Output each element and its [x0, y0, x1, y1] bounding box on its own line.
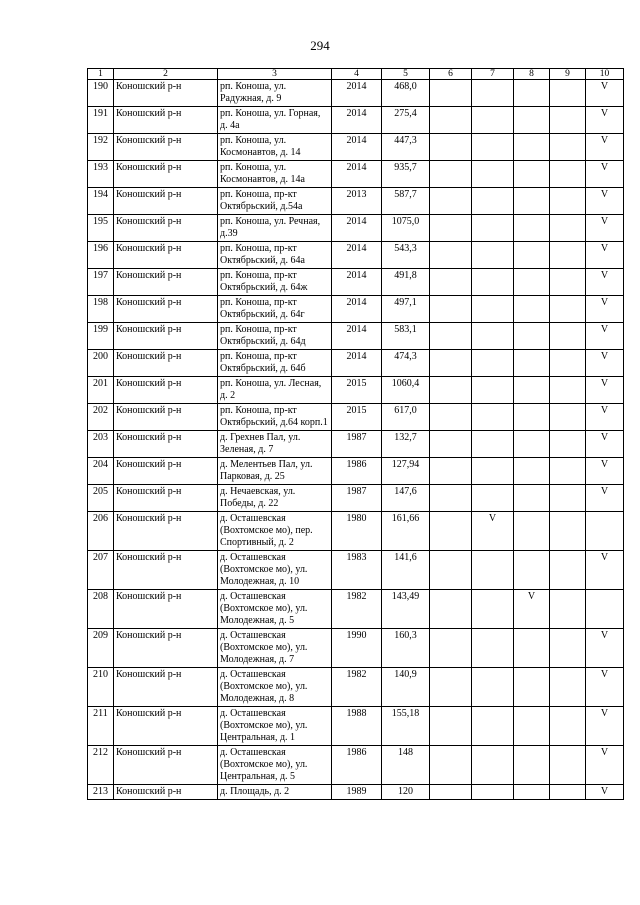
column-9-mark: [550, 269, 586, 296]
area-cell: 141,6: [382, 551, 430, 590]
column-header: 7: [472, 69, 514, 80]
column-10-mark: V: [586, 161, 624, 188]
district-cell: Коношский р-н: [114, 629, 218, 668]
column-10-mark: V: [586, 785, 624, 800]
column-6-mark: [430, 188, 472, 215]
column-9-mark: [550, 323, 586, 350]
table-row: [88, 296, 624, 323]
column-9-mark: [550, 629, 586, 668]
column-6-mark: [430, 512, 472, 551]
table-row: [88, 350, 624, 377]
column-7-mark: [472, 746, 514, 785]
column-8-mark: [514, 458, 550, 485]
area-cell: 1075,0: [382, 215, 430, 242]
year-cell: 2014: [332, 134, 382, 161]
address-cell: д. Осташевская (Вохтомское мо), ул. Центральная, д. 5: [218, 746, 332, 785]
table-row: [88, 668, 624, 707]
district-cell: Коношский р-н: [114, 80, 218, 107]
housing-registry-table: [87, 68, 624, 800]
district-cell: Коношский р-н: [114, 134, 218, 161]
column-7-mark: [472, 377, 514, 404]
column-6-mark: [430, 707, 472, 746]
row-number: 195: [88, 215, 114, 242]
column-7-mark: [472, 551, 514, 590]
column-10-mark: V: [586, 269, 624, 296]
column-9-mark: [550, 350, 586, 377]
column-6-mark: [430, 485, 472, 512]
column-10-mark: V: [586, 134, 624, 161]
column-9-mark: [550, 668, 586, 707]
year-cell: 2014: [332, 161, 382, 188]
area-cell: 140,9: [382, 668, 430, 707]
column-8-mark: [514, 668, 550, 707]
column-9-mark: [550, 377, 586, 404]
column-8-mark: [514, 512, 550, 551]
year-cell: 1982: [332, 590, 382, 629]
row-number: 200: [88, 350, 114, 377]
column-6-mark: [430, 746, 472, 785]
area-cell: 583,1: [382, 323, 430, 350]
district-cell: Коношский р-н: [114, 785, 218, 800]
year-cell: 2014: [332, 296, 382, 323]
column-9-mark: [550, 431, 586, 458]
area-cell: 120: [382, 785, 430, 800]
address-cell: рп. Коноша, ул. Радужная, д. 9: [218, 80, 332, 107]
table-row: [88, 551, 624, 590]
column-6-mark: [430, 431, 472, 458]
row-number: 206: [88, 512, 114, 551]
column-10-mark: V: [586, 377, 624, 404]
column-8-mark: [514, 242, 550, 269]
column-7-mark: [472, 80, 514, 107]
table-row: [88, 458, 624, 485]
column-10-mark: V: [586, 431, 624, 458]
row-number: 205: [88, 485, 114, 512]
column-header: 4: [332, 69, 382, 80]
row-number: 204: [88, 458, 114, 485]
row-number: 196: [88, 242, 114, 269]
column-9-mark: [550, 296, 586, 323]
column-8-mark: V: [514, 590, 550, 629]
address-cell: д. Осташевская (Вохтомское мо), ул. Молодежная, д. 5: [218, 590, 332, 629]
column-7-mark: [472, 350, 514, 377]
column-7-mark: [472, 590, 514, 629]
address-cell: д. Грехнев Пал, ул. Зеленая, д. 7: [218, 431, 332, 458]
row-number: 201: [88, 377, 114, 404]
column-7-mark: [472, 485, 514, 512]
table-row: [88, 785, 624, 800]
area-cell: 143,49: [382, 590, 430, 629]
column-header: 10: [586, 69, 624, 80]
table-row: [88, 107, 624, 134]
address-cell: рп. Коноша, пр-кт Октябрьский, д. 64д: [218, 323, 332, 350]
table-row: [88, 512, 624, 551]
column-6-mark: [430, 323, 472, 350]
year-cell: 2014: [332, 323, 382, 350]
district-cell: Коношский р-н: [114, 746, 218, 785]
district-cell: Коношский р-н: [114, 431, 218, 458]
column-9-mark: [550, 590, 586, 629]
address-cell: д. Мелентьев Пал, ул. Парковая, д. 25: [218, 458, 332, 485]
year-cell: 2014: [332, 269, 382, 296]
row-number: 197: [88, 269, 114, 296]
district-cell: Коношский р-н: [114, 350, 218, 377]
column-8-mark: [514, 377, 550, 404]
area-cell: 148: [382, 746, 430, 785]
column-7-mark: [472, 323, 514, 350]
column-header: 2: [114, 69, 218, 80]
table-row: [88, 134, 624, 161]
year-cell: 2014: [332, 107, 382, 134]
year-cell: 2014: [332, 80, 382, 107]
district-cell: Коношский р-н: [114, 107, 218, 134]
address-cell: рп. Коноша, пр-кт Октябрьский, д. 64а: [218, 242, 332, 269]
column-6-mark: [430, 404, 472, 431]
area-cell: 543,3: [382, 242, 430, 269]
district-cell: Коношский р-н: [114, 551, 218, 590]
district-cell: Коношский р-н: [114, 512, 218, 551]
area-cell: 474,3: [382, 350, 430, 377]
district-cell: Коношский р-н: [114, 485, 218, 512]
area-cell: 275,4: [382, 107, 430, 134]
column-10-mark: V: [586, 188, 624, 215]
column-6-mark: [430, 296, 472, 323]
column-10-mark: V: [586, 80, 624, 107]
table-row: [88, 746, 624, 785]
year-cell: 1987: [332, 485, 382, 512]
column-9-mark: [550, 134, 586, 161]
district-cell: Коношский р-н: [114, 323, 218, 350]
district-cell: Коношский р-н: [114, 590, 218, 629]
table-row: [88, 269, 624, 296]
column-8-mark: [514, 80, 550, 107]
address-cell: рп. Коноша, ул. Лесная, д. 2: [218, 377, 332, 404]
year-cell: 1986: [332, 458, 382, 485]
column-7-mark: [472, 629, 514, 668]
column-7-mark: V: [472, 512, 514, 551]
table-row: [88, 431, 624, 458]
column-6-mark: [430, 134, 472, 161]
column-9-mark: [550, 485, 586, 512]
row-number: 209: [88, 629, 114, 668]
column-10-mark: V: [586, 746, 624, 785]
column-8-mark: [514, 188, 550, 215]
column-10-mark: V: [586, 350, 624, 377]
address-cell: рп. Коноша, пр-кт Октябрьский, д. 64ж: [218, 269, 332, 296]
column-7-mark: [472, 188, 514, 215]
column-8-mark: [514, 107, 550, 134]
table-row: [88, 161, 624, 188]
address-cell: д. Осташевская (Вохтомское мо), ул. Молодежная, д. 8: [218, 668, 332, 707]
area-cell: 468,0: [382, 80, 430, 107]
address-cell: рп. Коноша, ул. Космонавтов, д. 14а: [218, 161, 332, 188]
column-10-mark: [586, 590, 624, 629]
column-7-mark: [472, 707, 514, 746]
area-cell: 935,7: [382, 161, 430, 188]
column-6-mark: [430, 269, 472, 296]
column-7-mark: [472, 107, 514, 134]
column-7-mark: [472, 269, 514, 296]
year-cell: 2015: [332, 404, 382, 431]
column-9-mark: [550, 746, 586, 785]
column-8-mark: [514, 215, 550, 242]
column-10-mark: V: [586, 107, 624, 134]
year-cell: 2014: [332, 215, 382, 242]
area-cell: 160,3: [382, 629, 430, 668]
column-header: 6: [430, 69, 472, 80]
column-8-mark: [514, 350, 550, 377]
district-cell: Коношский р-н: [114, 404, 218, 431]
column-7-mark: [472, 458, 514, 485]
table-row: [88, 242, 624, 269]
address-cell: рп. Коноша, ул. Речная, д.39: [218, 215, 332, 242]
area-cell: 127,94: [382, 458, 430, 485]
area-cell: 587,7: [382, 188, 430, 215]
table-row: [88, 629, 624, 668]
district-cell: Коношский р-н: [114, 458, 218, 485]
column-9-mark: [550, 512, 586, 551]
year-cell: 2013: [332, 188, 382, 215]
year-cell: 1983: [332, 551, 382, 590]
district-cell: Коношский р-н: [114, 269, 218, 296]
column-10-mark: V: [586, 296, 624, 323]
column-6-mark: [430, 107, 472, 134]
column-6-mark: [430, 215, 472, 242]
district-cell: Коношский р-н: [114, 377, 218, 404]
address-cell: д. Площадь, д. 2: [218, 785, 332, 800]
address-cell: д. Осташевская (Вохтомское мо), ул. Молодежная, д. 7: [218, 629, 332, 668]
table-row: [88, 485, 624, 512]
column-9-mark: [550, 161, 586, 188]
address-cell: д. Осташевская (Вохтомское мо), пер. Спортивный, д. 2: [218, 512, 332, 551]
column-9-mark: [550, 458, 586, 485]
column-10-mark: V: [586, 668, 624, 707]
district-cell: Коношский р-н: [114, 668, 218, 707]
address-cell: рп. Коноша, ул. Космонавтов, д. 14: [218, 134, 332, 161]
row-number: 194: [88, 188, 114, 215]
column-number-row: [88, 69, 624, 80]
year-cell: 1989: [332, 785, 382, 800]
year-cell: 1982: [332, 668, 382, 707]
row-number: 213: [88, 785, 114, 800]
column-7-mark: [472, 668, 514, 707]
address-cell: рп. Коноша, ул. Горная, д. 4а: [218, 107, 332, 134]
table-row: [88, 323, 624, 350]
column-6-mark: [430, 377, 472, 404]
table-row: [88, 188, 624, 215]
column-header: 9: [550, 69, 586, 80]
column-header: 5: [382, 69, 430, 80]
column-9-mark: [550, 107, 586, 134]
column-header: 3: [218, 69, 332, 80]
column-8-mark: [514, 707, 550, 746]
year-cell: 2014: [332, 350, 382, 377]
table-row: [88, 215, 624, 242]
area-cell: 447,3: [382, 134, 430, 161]
column-9-mark: [550, 785, 586, 800]
year-cell: 1987: [332, 431, 382, 458]
column-9-mark: [550, 215, 586, 242]
address-cell: д. Осташевская (Вохтомское мо), ул. Молодежная, д. 10: [218, 551, 332, 590]
table-row: [88, 80, 624, 107]
district-cell: Коношский р-н: [114, 707, 218, 746]
district-cell: Коношский р-н: [114, 242, 218, 269]
column-6-mark: [430, 551, 472, 590]
district-cell: Коношский р-н: [114, 188, 218, 215]
year-cell: 1990: [332, 629, 382, 668]
column-7-mark: [472, 161, 514, 188]
column-7-mark: [472, 134, 514, 161]
address-cell: д. Осташевская (Вохтомское мо), ул. Центральная, д. 1: [218, 707, 332, 746]
year-cell: 2014: [332, 242, 382, 269]
column-10-mark: V: [586, 215, 624, 242]
column-header: 8: [514, 69, 550, 80]
district-cell: Коношский р-н: [114, 215, 218, 242]
column-7-mark: [472, 296, 514, 323]
column-6-mark: [430, 80, 472, 107]
column-8-mark: [514, 431, 550, 458]
table-row: [88, 404, 624, 431]
row-number: 208: [88, 590, 114, 629]
area-cell: 132,7: [382, 431, 430, 458]
column-header: 1: [88, 69, 114, 80]
table-row: [88, 590, 624, 629]
column-10-mark: V: [586, 485, 624, 512]
column-10-mark: V: [586, 551, 624, 590]
column-8-mark: [514, 269, 550, 296]
column-10-mark: V: [586, 323, 624, 350]
address-cell: рп. Коноша, пр-кт Октябрьский, д.54а: [218, 188, 332, 215]
column-6-mark: [430, 350, 472, 377]
column-6-mark: [430, 590, 472, 629]
row-number: 191: [88, 107, 114, 134]
column-10-mark: V: [586, 629, 624, 668]
column-10-mark: V: [586, 458, 624, 485]
row-number: 207: [88, 551, 114, 590]
column-7-mark: [472, 785, 514, 800]
column-8-mark: [514, 746, 550, 785]
column-7-mark: [472, 404, 514, 431]
address-cell: рп. Коноша, пр-кт Октябрьский, д. 64г: [218, 296, 332, 323]
column-6-mark: [430, 785, 472, 800]
address-cell: рп. Коноша, пр-кт Октябрьский, д. 64б: [218, 350, 332, 377]
column-7-mark: [472, 431, 514, 458]
table-row: [88, 707, 624, 746]
row-number: 193: [88, 161, 114, 188]
column-6-mark: [430, 458, 472, 485]
row-number: 202: [88, 404, 114, 431]
column-10-mark: V: [586, 707, 624, 746]
column-9-mark: [550, 551, 586, 590]
column-8-mark: [514, 551, 550, 590]
column-8-mark: [514, 785, 550, 800]
column-10-mark: [586, 512, 624, 551]
year-cell: 1980: [332, 512, 382, 551]
column-10-mark: V: [586, 404, 624, 431]
column-8-mark: [514, 323, 550, 350]
address-cell: д. Нечаевская, ул. Победы, д. 22: [218, 485, 332, 512]
area-cell: 161,66: [382, 512, 430, 551]
column-7-mark: [472, 242, 514, 269]
row-number: 210: [88, 668, 114, 707]
year-cell: 1986: [332, 746, 382, 785]
column-9-mark: [550, 242, 586, 269]
area-cell: 1060,4: [382, 377, 430, 404]
area-cell: 147,6: [382, 485, 430, 512]
page-number: 294: [310, 38, 330, 53]
year-cell: 2015: [332, 377, 382, 404]
district-cell: Коношский р-н: [114, 296, 218, 323]
column-7-mark: [472, 215, 514, 242]
row-number: 211: [88, 707, 114, 746]
year-cell: 1988: [332, 707, 382, 746]
area-cell: 497,1: [382, 296, 430, 323]
column-8-mark: [514, 629, 550, 668]
column-9-mark: [550, 80, 586, 107]
column-8-mark: [514, 134, 550, 161]
address-cell: рп. Коноша, пр-кт Октябрьский, д.64 корп.1: [218, 404, 332, 431]
column-8-mark: [514, 485, 550, 512]
column-6-mark: [430, 161, 472, 188]
row-number: 212: [88, 746, 114, 785]
column-8-mark: [514, 161, 550, 188]
district-cell: Коношский р-н: [114, 161, 218, 188]
column-10-mark: V: [586, 242, 624, 269]
column-8-mark: [514, 404, 550, 431]
row-number: 203: [88, 431, 114, 458]
row-number: 198: [88, 296, 114, 323]
column-6-mark: [430, 629, 472, 668]
column-6-mark: [430, 668, 472, 707]
column-8-mark: [514, 296, 550, 323]
column-6-mark: [430, 242, 472, 269]
column-9-mark: [550, 404, 586, 431]
row-number: 199: [88, 323, 114, 350]
area-cell: 155,18: [382, 707, 430, 746]
table-row: [88, 377, 624, 404]
area-cell: 617,0: [382, 404, 430, 431]
area-cell: 491,8: [382, 269, 430, 296]
column-9-mark: [550, 707, 586, 746]
row-number: 192: [88, 134, 114, 161]
row-number: 190: [88, 80, 114, 107]
column-9-mark: [550, 188, 586, 215]
